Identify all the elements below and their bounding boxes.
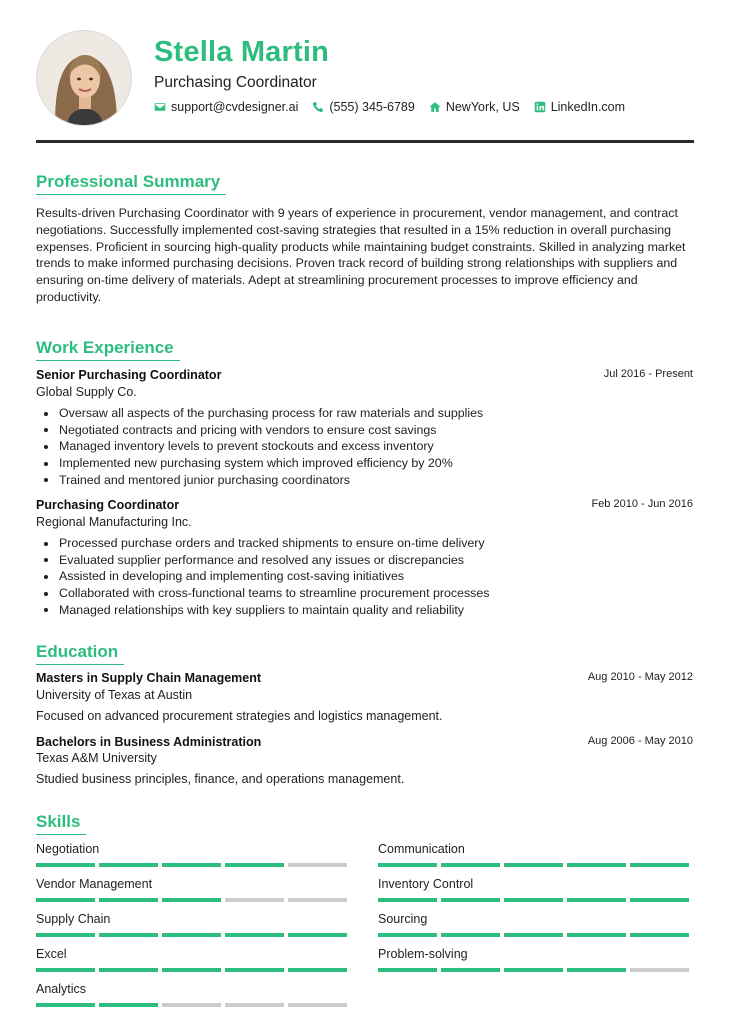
candidate-title: Purchasing Coordinator <box>154 74 317 91</box>
skill-segment-filled <box>99 933 158 937</box>
job-bullets <box>40 405 483 489</box>
summary-text: Results-driven Purchasing Coordinator with 9 years of experience in procurement, vendor management, and contract negotiations. Successfully implemented cost-saving strategies that resulted in a 15% reduction in overall purchasing expenses. Proficient in sourcing high-quality products while maintaining budget constraints. Skilled in analyzing market trends to make informed purchasing decisions. Proven track record of building strong relationships with suppliers and ensuring on-time delivery of materials. Adept at streamlining procurement processes to improve efficiency and productivity. <box>36 206 686 304</box>
avatar <box>36 30 132 126</box>
profile-photo <box>37 31 132 126</box>
education-heading: Education <box>36 642 124 665</box>
skill-item <box>378 842 694 867</box>
skill-segment-filled <box>36 898 95 902</box>
list-item: Assisted in developing and implementing cost-saving initiatives <box>40 568 489 585</box>
skill-segment-filled <box>99 863 158 867</box>
skill-level-bar <box>36 1003 352 1007</box>
school-name: Texas A&M University <box>36 751 157 765</box>
skill-item <box>36 842 352 867</box>
skill-segment-empty <box>288 898 347 902</box>
skill-level-bar <box>36 933 352 937</box>
job-company: Regional Manufacturing Inc. <box>36 515 192 529</box>
degree-title: Bachelors in Business Administration <box>36 735 262 749</box>
skill-name: Excel <box>36 947 67 961</box>
job-title: Purchasing Coordinator <box>36 498 180 512</box>
skill-item <box>378 912 694 937</box>
list-item: Processed purchase orders and tracked shipments to ensure on-time delivery <box>40 535 489 552</box>
skill-name: Supply Chain <box>36 912 111 926</box>
skill-segment-empty <box>225 1003 284 1007</box>
contact-email[interactable] <box>154 100 298 114</box>
skill-segment-filled <box>630 863 689 867</box>
skill-segment-filled <box>99 898 158 902</box>
skill-name: Inventory Control <box>378 877 474 891</box>
skill-level-bar <box>36 863 352 867</box>
list-item: Evaluated supplier performance and resolved any issues or discrepancies <box>40 552 489 569</box>
skill-item <box>378 947 694 972</box>
skill-segment-filled <box>225 933 284 937</box>
contact-email-text: support@cvdesigner.ai <box>171 100 299 114</box>
resume-header <box>36 30 694 126</box>
contact-linkedin[interactable] <box>534 100 625 114</box>
home-icon <box>429 101 441 113</box>
job-company: Global Supply Co. <box>36 385 137 399</box>
degree-title: Masters in Supply Chain Management <box>36 671 262 685</box>
job-dates: Feb 2010 - Jun 2016 <box>591 498 693 510</box>
skill-segment-filled <box>99 1003 158 1007</box>
skill-segment-filled <box>441 933 500 937</box>
skill-segment-filled <box>378 863 437 867</box>
contact-location <box>429 100 520 114</box>
skill-segment-filled <box>288 968 347 972</box>
skill-level-bar <box>378 968 694 972</box>
skill-segment-filled <box>630 933 689 937</box>
experience-heading: Work Experience <box>36 338 180 361</box>
skill-segment-filled <box>441 968 500 972</box>
skill-segment-filled <box>162 933 221 937</box>
skill-segment-filled <box>630 898 689 902</box>
skill-segment-empty <box>225 898 284 902</box>
skill-segment-filled <box>36 933 95 937</box>
contact-phone[interactable] <box>312 100 414 114</box>
skill-segment-filled <box>567 898 626 902</box>
school-name: University of Texas at Austin <box>36 688 193 702</box>
skill-name: Communication <box>378 842 465 856</box>
list-item: Trained and mentored junior purchasing coordinators <box>40 472 483 489</box>
skill-level-bar <box>378 863 694 867</box>
skill-segment-filled <box>378 933 437 937</box>
skill-segment-filled <box>504 933 563 937</box>
list-item: Collaborated with cross-functional teams to streamline procurement processes <box>40 585 489 602</box>
degree-dates: Aug 2006 - May 2010 <box>587 735 693 747</box>
contact-row <box>154 100 639 114</box>
list-item: Negotiated contracts and pricing with vendors to ensure cost savings <box>40 422 483 439</box>
skill-segment-filled <box>162 968 221 972</box>
skill-level-bar <box>36 968 352 972</box>
degree-description: Studied business principles, finance, and operations management. <box>36 772 405 786</box>
skill-segment-filled <box>567 863 626 867</box>
skill-segment-filled <box>225 863 284 867</box>
skill-segment-filled <box>378 898 437 902</box>
degree-dates: Aug 2010 - May 2012 <box>587 671 693 683</box>
skill-segment-filled <box>36 1003 95 1007</box>
skill-segment-filled <box>99 968 158 972</box>
skill-item <box>36 947 352 972</box>
email-icon <box>154 101 166 113</box>
skills-heading: Skills <box>36 812 86 835</box>
skill-level-bar <box>378 933 694 937</box>
skill-item <box>378 877 694 902</box>
phone-icon <box>312 101 324 113</box>
skill-segment-filled <box>36 863 95 867</box>
job-bullets <box>40 535 489 619</box>
header-divider <box>36 140 694 143</box>
contact-linkedin-text: LinkedIn.com <box>550 100 626 114</box>
skill-segment-empty <box>288 1003 347 1007</box>
skill-segment-filled <box>225 968 284 972</box>
skill-name: Negotiation <box>36 842 100 856</box>
skill-level-bar <box>378 898 694 902</box>
skill-name: Vendor Management <box>36 877 153 891</box>
skill-segment-filled <box>378 968 437 972</box>
skill-item <box>36 877 352 902</box>
skill-segment-filled <box>288 933 347 937</box>
list-item: Implemented new purchasing system which improved efficiency by 20% <box>40 455 483 472</box>
skill-segment-empty <box>630 968 689 972</box>
skill-name: Problem-solving <box>378 947 468 961</box>
skill-segment-filled <box>504 968 563 972</box>
skill-segment-filled <box>162 863 221 867</box>
summary-heading: Professional Summary <box>36 172 226 195</box>
skill-segment-filled <box>36 968 95 972</box>
skill-segment-filled <box>567 933 626 937</box>
degree-description: Focused on advanced procurement strategies and logistics management. <box>36 709 443 723</box>
skill-name: Analytics <box>36 982 87 996</box>
candidate-name: Stella Martin <box>154 36 330 68</box>
skill-segment-filled <box>162 898 221 902</box>
list-item: Oversaw all aspects of the purchasing process for raw materials and supplies <box>40 405 483 422</box>
contact-phone-text: (555) 345-6789 <box>329 100 415 114</box>
skill-item <box>36 982 352 1007</box>
list-item: Managed relationships with key suppliers to maintain quality and reliability <box>40 602 489 619</box>
skill-segment-filled <box>441 898 500 902</box>
linkedin-icon <box>534 101 546 113</box>
list-item: Managed inventory levels to prevent stockouts and excess inventory <box>40 438 483 455</box>
skill-item <box>36 912 352 937</box>
skill-segment-filled <box>567 968 626 972</box>
skill-segment-empty <box>288 863 347 867</box>
skill-segment-filled <box>504 898 563 902</box>
job-dates: Jul 2016 - Present <box>603 368 693 380</box>
skill-segment-filled <box>441 863 500 867</box>
contact-location-text: NewYork, US <box>445 100 520 114</box>
skill-level-bar <box>36 898 352 902</box>
skill-name: Sourcing <box>378 912 428 926</box>
skill-segment-filled <box>504 863 563 867</box>
skill-segment-empty <box>162 1003 221 1007</box>
job-title: Senior Purchasing Coordinator <box>36 368 222 382</box>
